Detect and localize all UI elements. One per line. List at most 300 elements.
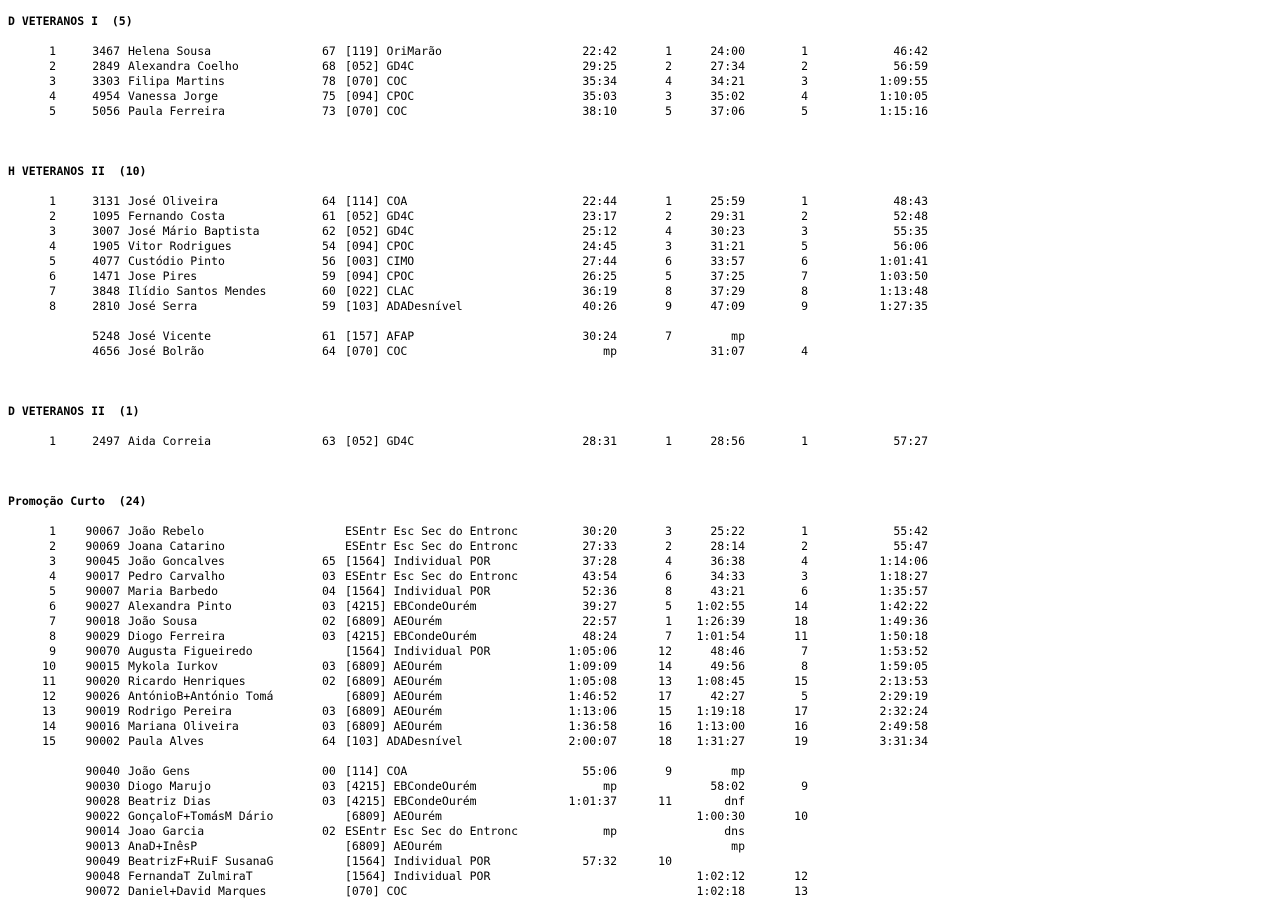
club-cell: [070] COC xyxy=(345,344,408,358)
stage2-place-cell: 3 xyxy=(801,224,808,238)
birth-year-cell: 03 xyxy=(322,794,336,808)
ranked-result-row xyxy=(0,704,1262,719)
bib-number-cell: 1905 xyxy=(92,239,120,253)
club-cell: [094] CPOC xyxy=(345,269,415,283)
club-cell: ESEntr Esc Sec do Entronc xyxy=(345,524,519,538)
stage2-time-cell: 28:14 xyxy=(710,539,745,553)
position-cell: 5 xyxy=(49,254,56,268)
stage2-place-cell: 5 xyxy=(801,689,808,703)
stage2-time-cell: 29:31 xyxy=(710,209,745,223)
ranked-result-row xyxy=(0,584,1262,599)
stage1-time-cell: 1:09:09 xyxy=(568,659,617,673)
bib-number-cell: 4656 xyxy=(92,344,120,358)
birth-year-cell: 02 xyxy=(322,614,336,628)
bib-number-cell: 90013 xyxy=(85,839,120,853)
total-time-cell: 55:35 xyxy=(893,224,928,238)
ranked-result-row xyxy=(0,629,1262,644)
bib-number-cell: 90026 xyxy=(85,689,120,703)
stage2-place-cell: 9 xyxy=(801,779,808,793)
stage1-place-cell: 9 xyxy=(665,299,672,313)
stage2-time-cell: 42:27 xyxy=(710,689,745,703)
bib-number-cell: 90016 xyxy=(85,719,120,733)
stage1-time-cell: 43:54 xyxy=(582,569,617,583)
total-time-cell: 55:47 xyxy=(893,539,928,553)
stage2-time-cell: 58:02 xyxy=(710,779,745,793)
stage1-time-cell: 1:01:37 xyxy=(568,794,617,808)
bib-number-cell: 90070 xyxy=(85,644,120,658)
runner-name-cell: FernandaT ZulmiraT xyxy=(128,869,253,883)
bib-number-cell: 90049 xyxy=(85,854,120,868)
stage1-place-cell: 4 xyxy=(665,224,672,238)
total-time-cell: 1:53:52 xyxy=(879,644,928,658)
stage2-time-cell: mp xyxy=(731,839,745,853)
total-time-cell: 52:48 xyxy=(893,209,928,223)
unranked-result-row xyxy=(0,854,1262,869)
total-time-cell: 46:42 xyxy=(893,44,928,58)
total-time-cell: 55:42 xyxy=(893,524,928,538)
stage1-time-cell: 2:00:07 xyxy=(568,734,617,748)
stage1-place-cell: 14 xyxy=(658,659,672,673)
club-cell: [052] GD4C xyxy=(345,434,415,448)
stage1-place-cell: 18 xyxy=(658,734,672,748)
club-cell: [114] COA xyxy=(345,194,408,208)
club-cell: [1564] Individual POR xyxy=(345,584,491,598)
runner-name-cell: João Gens xyxy=(128,764,191,778)
stage1-place-cell: 5 xyxy=(665,269,672,283)
birth-year-cell: 68 xyxy=(322,59,336,73)
stage2-place-cell: 8 xyxy=(801,659,808,673)
club-cell: [6809] AEOurém xyxy=(345,674,442,688)
stage1-time-cell: 40:26 xyxy=(582,299,617,313)
stage1-time-cell: mp xyxy=(603,344,617,358)
stage1-time-cell: 30:24 xyxy=(582,329,617,343)
ranked-result-row xyxy=(0,269,1262,284)
club-cell: [4215] EBCondeOurém xyxy=(345,794,477,808)
stage1-place-cell: 8 xyxy=(665,284,672,298)
runner-name-cell: Diogo Marujo xyxy=(128,779,212,793)
club-cell: [6809] AEOurém xyxy=(345,809,442,823)
stage2-place-cell: 14 xyxy=(794,599,808,613)
birth-year-cell: 03 xyxy=(322,569,336,583)
birth-year-cell: 75 xyxy=(322,89,336,103)
stage1-place-cell: 13 xyxy=(658,674,672,688)
bib-number-cell: 3007 xyxy=(92,224,120,238)
stage1-place-cell: 2 xyxy=(665,59,672,73)
total-time-cell: 1:59:05 xyxy=(879,659,928,673)
bib-number-cell: 90018 xyxy=(85,614,120,628)
runner-name-cell: João Goncalves xyxy=(128,554,225,568)
stage2-time-cell: 34:33 xyxy=(710,569,745,583)
birth-year-cell: 63 xyxy=(322,434,336,448)
club-cell: [6809] AEOurém xyxy=(345,689,442,703)
stage2-place-cell: 1 xyxy=(801,434,808,448)
stage1-place-cell: 4 xyxy=(665,554,672,568)
stage1-place-cell: 6 xyxy=(665,569,672,583)
stage1-time-cell: 35:03 xyxy=(582,89,617,103)
stage2-place-cell: 1 xyxy=(801,44,808,58)
club-cell: [1564] Individual POR xyxy=(345,854,491,868)
bib-number-cell: 90029 xyxy=(85,629,120,643)
stage2-place-cell: 15 xyxy=(794,674,808,688)
ranked-result-row xyxy=(0,734,1262,749)
club-cell: [103] ADADesnível xyxy=(345,734,463,748)
bib-number-cell: 90002 xyxy=(85,734,120,748)
stage1-place-cell: 5 xyxy=(665,599,672,613)
total-time-cell: 1:01:41 xyxy=(879,254,928,268)
stage2-place-cell: 4 xyxy=(801,344,808,358)
stage2-time-cell: 31:07 xyxy=(710,344,745,358)
total-time-cell: 57:27 xyxy=(893,434,928,448)
birth-year-cell: 03 xyxy=(322,629,336,643)
stage1-place-cell: 1 xyxy=(665,434,672,448)
club-cell: [6809] AEOurém xyxy=(345,704,442,718)
stage2-time-cell: 31:21 xyxy=(710,239,745,253)
runner-name-cell: João Sousa xyxy=(128,614,198,628)
birth-year-cell: 65 xyxy=(322,554,336,568)
position-cell: 8 xyxy=(49,629,56,643)
category-heading: D VETERANOS I (5) xyxy=(8,14,133,28)
stage1-place-cell: 2 xyxy=(665,209,672,223)
stage2-place-cell: 2 xyxy=(801,209,808,223)
birth-year-cell: 00 xyxy=(322,764,336,778)
birth-year-cell: 56 xyxy=(322,254,336,268)
runner-name-cell: Vanessa Jorge xyxy=(128,89,219,103)
runner-name-cell: José Vicente xyxy=(128,329,212,343)
club-cell: [052] GD4C xyxy=(345,59,415,73)
birth-year-cell: 54 xyxy=(322,239,336,253)
stage1-time-cell: mp xyxy=(603,824,617,838)
stage2-time-cell: 49:56 xyxy=(710,659,745,673)
stage1-time-cell: 1:05:06 xyxy=(568,644,617,658)
stage1-place-cell: 11 xyxy=(658,794,672,808)
stage2-time-cell: 27:34 xyxy=(710,59,745,73)
runner-name-cell: Filipa Martins xyxy=(128,74,225,88)
club-cell: [052] GD4C xyxy=(345,224,415,238)
position-cell: 2 xyxy=(49,539,56,553)
bib-number-cell: 90027 xyxy=(85,599,120,613)
runner-name-cell: José Oliveira xyxy=(128,194,219,208)
stage2-place-cell: 6 xyxy=(801,254,808,268)
stage1-time-cell: 30:20 xyxy=(582,524,617,538)
birth-year-cell: 03 xyxy=(322,719,336,733)
runner-name-cell: Ilídio Santos Mendes xyxy=(128,284,267,298)
position-cell: 7 xyxy=(49,614,56,628)
stage2-time-cell: 47:09 xyxy=(710,299,745,313)
ranked-result-row xyxy=(0,284,1262,299)
birth-year-cell: 03 xyxy=(322,779,336,793)
stage1-time-cell: 57:32 xyxy=(582,854,617,868)
stage1-place-cell: 3 xyxy=(665,239,672,253)
club-cell: ESEntr Esc Sec do Entronc xyxy=(345,569,519,583)
stage2-time-cell: 1:31:27 xyxy=(696,734,745,748)
runner-name-cell: Pedro Carvalho xyxy=(128,569,225,583)
bib-number-cell: 90048 xyxy=(85,869,120,883)
runner-name-cell: Maria Barbedo xyxy=(128,584,219,598)
stage2-place-cell: 5 xyxy=(801,104,808,118)
ranked-result-row xyxy=(0,659,1262,674)
club-cell: [4215] EBCondeOurém xyxy=(345,629,477,643)
stage2-place-cell: 11 xyxy=(794,629,808,643)
total-time-cell: 1:13:48 xyxy=(879,284,928,298)
stage2-place-cell: 5 xyxy=(801,239,808,253)
club-cell: [070] COC xyxy=(345,74,408,88)
runner-name-cell: Ricardo Henriques xyxy=(128,674,246,688)
stage1-place-cell: 12 xyxy=(658,644,672,658)
ranked-result-row xyxy=(0,674,1262,689)
club-cell: [6809] AEOurém xyxy=(345,839,442,853)
unranked-result-row xyxy=(0,884,1262,899)
position-cell: 5 xyxy=(49,104,56,118)
position-cell: 6 xyxy=(49,269,56,283)
ranked-result-row xyxy=(0,644,1262,659)
position-cell: 12 xyxy=(42,689,56,703)
club-cell: [1564] Individual POR xyxy=(345,554,491,568)
stage2-time-cell: 1:01:54 xyxy=(696,629,745,643)
unranked-result-row xyxy=(0,809,1262,824)
runner-name-cell: Fernando Costa xyxy=(128,209,225,223)
ranked-result-row xyxy=(0,434,1262,449)
runner-name-cell: Mykola Iurkov xyxy=(128,659,219,673)
bib-number-cell: 90022 xyxy=(85,809,120,823)
stage1-place-cell: 1 xyxy=(665,614,672,628)
club-cell: [1564] Individual POR xyxy=(345,644,491,658)
runner-name-cell: Joao Garcia xyxy=(128,824,205,838)
birth-year-cell: 02 xyxy=(322,824,336,838)
birth-year-cell: 03 xyxy=(322,599,336,613)
stage2-place-cell: 18 xyxy=(794,614,808,628)
stage2-time-cell: 1:00:30 xyxy=(696,809,745,823)
stage2-place-cell: 9 xyxy=(801,299,808,313)
stage2-time-cell: 33:57 xyxy=(710,254,745,268)
stage1-place-cell: 3 xyxy=(665,524,672,538)
bib-number-cell: 2849 xyxy=(92,59,120,73)
unranked-result-row xyxy=(0,329,1262,344)
club-cell: [119] OriMarão xyxy=(345,44,442,58)
runner-name-cell: Paula Ferreira xyxy=(128,104,225,118)
ranked-result-row xyxy=(0,104,1262,119)
ranked-result-row xyxy=(0,554,1262,569)
unranked-result-row xyxy=(0,344,1262,359)
bib-number-cell: 90015 xyxy=(85,659,120,673)
birth-year-cell: 61 xyxy=(322,209,336,223)
stage1-time-cell: 27:33 xyxy=(582,539,617,553)
stage2-place-cell: 7 xyxy=(801,644,808,658)
stage1-time-cell: 22:42 xyxy=(582,44,617,58)
ranked-result-row xyxy=(0,614,1262,629)
stage2-time-cell: 36:38 xyxy=(710,554,745,568)
total-time-cell: 1:49:36 xyxy=(879,614,928,628)
stage1-time-cell: mp xyxy=(603,779,617,793)
stage2-time-cell: 1:02:12 xyxy=(696,869,745,883)
runner-name-cell: Paula Alves xyxy=(128,734,205,748)
club-cell: [6809] AEOurém xyxy=(345,659,442,673)
total-time-cell: 1:27:35 xyxy=(879,299,928,313)
ranked-result-row xyxy=(0,599,1262,614)
bib-number-cell: 90067 xyxy=(85,524,120,538)
position-cell: 14 xyxy=(42,719,56,733)
bib-number-cell: 5056 xyxy=(92,104,120,118)
position-cell: 6 xyxy=(49,599,56,613)
runner-name-cell: Beatriz Dias xyxy=(128,794,212,808)
ranked-result-row xyxy=(0,689,1262,704)
ranked-result-row xyxy=(0,209,1262,224)
stage1-time-cell: 1:13:06 xyxy=(568,704,617,718)
stage1-time-cell: 1:05:08 xyxy=(568,674,617,688)
stage1-time-cell: 24:45 xyxy=(582,239,617,253)
stage2-place-cell: 6 xyxy=(801,584,808,598)
runner-name-cell: Aida Correia xyxy=(128,434,212,448)
unranked-result-row xyxy=(0,794,1262,809)
position-cell: 1 xyxy=(49,194,56,208)
stage1-time-cell: 22:57 xyxy=(582,614,617,628)
runner-name-cell: Alexandra Pinto xyxy=(128,599,232,613)
bib-number-cell: 2810 xyxy=(92,299,120,313)
stage2-time-cell: 28:56 xyxy=(710,434,745,448)
total-time-cell: 2:49:58 xyxy=(879,719,928,733)
bib-number-cell: 90028 xyxy=(85,794,120,808)
stage2-time-cell: 30:23 xyxy=(710,224,745,238)
ranked-result-row xyxy=(0,539,1262,554)
stage2-time-cell: dns xyxy=(724,824,745,838)
stage2-time-cell: 37:06 xyxy=(710,104,745,118)
position-cell: 1 xyxy=(49,524,56,538)
position-cell: 8 xyxy=(49,299,56,313)
ranked-result-row xyxy=(0,299,1262,314)
bib-number-cell: 4077 xyxy=(92,254,120,268)
stage1-place-cell: 17 xyxy=(658,689,672,703)
unranked-result-row xyxy=(0,824,1262,839)
stage1-time-cell: 39:27 xyxy=(582,599,617,613)
stage2-time-cell: 1:02:18 xyxy=(696,884,745,898)
stage2-place-cell: 3 xyxy=(801,569,808,583)
total-time-cell: 1:15:16 xyxy=(879,104,928,118)
stage2-time-cell: 24:00 xyxy=(710,44,745,58)
stage1-time-cell: 55:06 xyxy=(582,764,617,778)
stage1-time-cell: 27:44 xyxy=(582,254,617,268)
position-cell: 10 xyxy=(42,659,56,673)
total-time-cell: 2:29:19 xyxy=(879,689,928,703)
stage1-place-cell: 16 xyxy=(658,719,672,733)
position-cell: 2 xyxy=(49,59,56,73)
total-time-cell: 56:06 xyxy=(893,239,928,253)
stage2-time-cell: 37:25 xyxy=(710,269,745,283)
position-cell: 11 xyxy=(42,674,56,688)
bib-number-cell: 3848 xyxy=(92,284,120,298)
stage2-time-cell: 34:21 xyxy=(710,74,745,88)
runner-name-cell: Augusta Figueiredo xyxy=(128,644,253,658)
total-time-cell: 1:18:27 xyxy=(879,569,928,583)
runner-name-cell: Alexandra Coelho xyxy=(128,59,239,73)
stage2-place-cell: 4 xyxy=(801,89,808,103)
runner-name-cell: GonçaloF+TomásM Dário xyxy=(128,809,274,823)
stage2-time-cell: 1:02:55 xyxy=(696,599,745,613)
ranked-result-row xyxy=(0,74,1262,89)
runner-name-cell: José Bolrão xyxy=(128,344,205,358)
stage2-time-cell: 48:46 xyxy=(710,644,745,658)
position-cell: 3 xyxy=(49,554,56,568)
ranked-result-row xyxy=(0,524,1262,539)
category-heading: Promoção Curto (24) xyxy=(8,494,147,508)
stage1-time-cell: 23:17 xyxy=(582,209,617,223)
runner-name-cell: Jose Pires xyxy=(128,269,198,283)
bib-number-cell: 1095 xyxy=(92,209,120,223)
runner-name-cell: Diogo Ferreira xyxy=(128,629,225,643)
unranked-result-row xyxy=(0,839,1262,854)
bib-number-cell: 90045 xyxy=(85,554,120,568)
runner-name-cell: AntónioB+António Tomá xyxy=(128,689,274,703)
club-cell: ESEntr Esc Sec do Entronc xyxy=(345,539,519,553)
club-cell: ESEntr Esc Sec do Entronc xyxy=(345,824,519,838)
stage2-place-cell: 12 xyxy=(794,869,808,883)
bib-number-cell: 3467 xyxy=(92,44,120,58)
stage2-place-cell: 17 xyxy=(794,704,808,718)
stage2-time-cell: 25:22 xyxy=(710,524,745,538)
stage2-time-cell: mp xyxy=(731,329,745,343)
bib-number-cell: 90014 xyxy=(85,824,120,838)
stage2-time-cell: 1:13:00 xyxy=(696,719,745,733)
birth-year-cell: 67 xyxy=(322,44,336,58)
stage1-place-cell: 7 xyxy=(665,329,672,343)
total-time-cell: 1:35:57 xyxy=(879,584,928,598)
total-time-cell: 1:09:55 xyxy=(879,74,928,88)
birth-year-cell: 60 xyxy=(322,284,336,298)
ranked-result-row xyxy=(0,569,1262,584)
stage2-place-cell: 1 xyxy=(801,194,808,208)
total-time-cell: 3:31:34 xyxy=(879,734,928,748)
stage1-place-cell: 15 xyxy=(658,704,672,718)
stage1-time-cell: 35:34 xyxy=(582,74,617,88)
stage2-place-cell: 8 xyxy=(801,284,808,298)
stage2-place-cell: 1 xyxy=(801,524,808,538)
position-cell: 4 xyxy=(49,239,56,253)
position-cell: 15 xyxy=(42,734,56,748)
birth-year-cell: 78 xyxy=(322,74,336,88)
runner-name-cell: José Serra xyxy=(128,299,198,313)
runner-name-cell: AnaD+InêsP xyxy=(128,839,198,853)
runner-name-cell: João Rebelo xyxy=(128,524,205,538)
stage1-place-cell: 5 xyxy=(665,104,672,118)
birth-year-cell: 59 xyxy=(322,269,336,283)
stage2-time-cell: 43:21 xyxy=(710,584,745,598)
bib-number-cell: 90030 xyxy=(85,779,120,793)
club-cell: [4215] EBCondeOurém xyxy=(345,779,477,793)
birth-year-cell: 02 xyxy=(322,674,336,688)
stage1-place-cell: 8 xyxy=(665,584,672,598)
stage1-time-cell: 36:19 xyxy=(582,284,617,298)
position-cell: 3 xyxy=(49,224,56,238)
stage1-place-cell: 4 xyxy=(665,74,672,88)
stage2-time-cell: dnf xyxy=(724,794,745,808)
position-cell: 1 xyxy=(49,434,56,448)
position-cell: 2 xyxy=(49,209,56,223)
bib-number-cell: 3303 xyxy=(92,74,120,88)
club-cell: [4215] EBCondeOurém xyxy=(345,599,477,613)
total-time-cell: 1:42:22 xyxy=(879,599,928,613)
club-cell: [157] AFAP xyxy=(345,329,415,343)
total-time-cell: 1:14:06 xyxy=(879,554,928,568)
ranked-result-row xyxy=(0,89,1262,104)
stage1-time-cell: 22:44 xyxy=(582,194,617,208)
stage1-time-cell: 38:10 xyxy=(582,104,617,118)
stage1-place-cell: 10 xyxy=(658,854,672,868)
stage1-time-cell: 52:36 xyxy=(582,584,617,598)
stage2-time-cell: 37:29 xyxy=(710,284,745,298)
stage2-time-cell: 1:19:18 xyxy=(696,704,745,718)
stage2-place-cell: 2 xyxy=(801,59,808,73)
stage2-place-cell: 10 xyxy=(794,809,808,823)
total-time-cell: 48:43 xyxy=(893,194,928,208)
stage2-place-cell: 3 xyxy=(801,74,808,88)
